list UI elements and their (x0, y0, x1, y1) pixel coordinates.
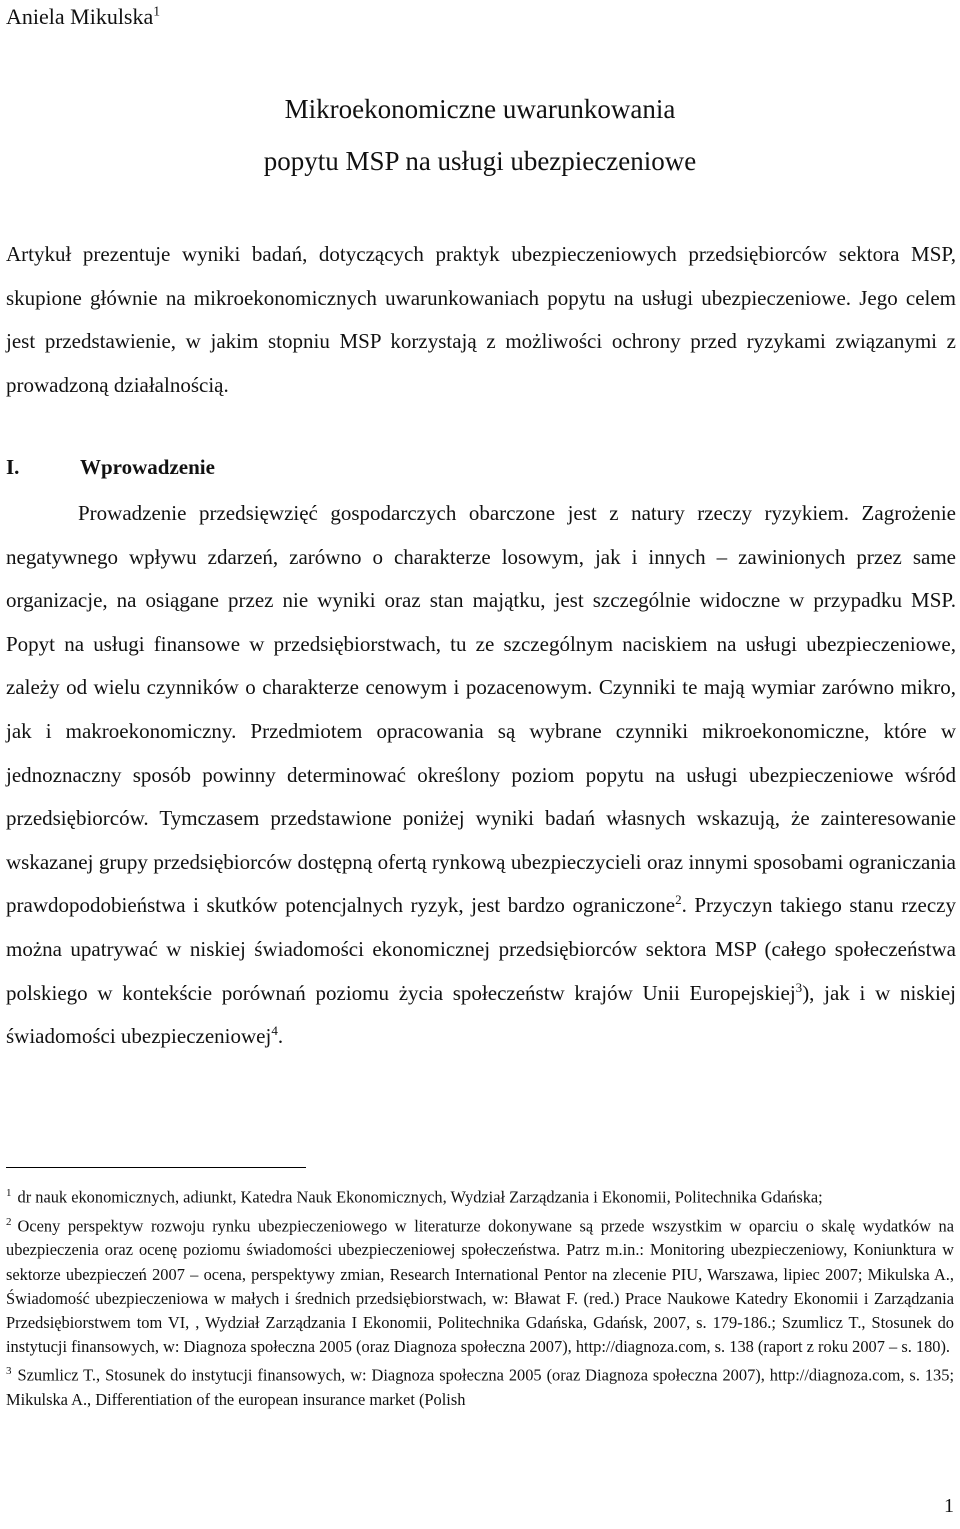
footnote-1 (6, 1181, 954, 1210)
footnote-mark: 2 (6, 1215, 12, 1228)
title-line-1: Mikroekonomiczne uwarunkowania (284, 94, 676, 124)
author-footnote-ref: 1 (153, 3, 161, 19)
author-name-text: Aniela Mikulska (6, 4, 154, 29)
footnote-2 (6, 1210, 954, 1360)
footnote-text: dr nauk ekonomicznych, adiunkt, Katedra Nauk Ekonomicznych, Wydział Zarządzania i Ekonomii, Politechnika Gdańska; (17, 1187, 823, 1207)
body-text-part-1: Prowadzenie przedsięwzięć gospodarczych obarczone jest z natury rzeczy ryzykiem. Zagrożenie negatywnego wpływu zdarzeń, zarówno o charakterze losowym, jak i innych – zawinionych przez same organizacje, na osiągane przez nie wyniki oraz stan majątku, jest szczególnie widoczne w przypadku MSP. Popyt na usługi finansowe w przedsiębiorstwach, tu ze szczególnym naciskiem na usługi ubezpieczeniowe, zależy od wielu czynników o charakterze cenowym i pozacenowym. Czynniki te mają wymiar zarówno mikro, jak i makroekonomiczny. Przedmiotem opracowania są wybrane czynniki mikroekonomiczne, które w jednoznaczny sposób powinny determinować określony poziom popytu na usługi ubezpieczeniowe wśród przedsiębiorców. Tymczasem przedstawione poniżej wyniki badań własnych wskazują, że zainteresowanie wskazanej grupy przedsiębiorców dostępną ofertą rynkową ubezpieczycieli oraz innymi sposobami ograniczania prawdopodobieństwa i skutków potencjalnych ryzyk, jest bardzo ograniczone (6, 501, 956, 918)
footnote-ref-4: 4 (271, 1023, 278, 1039)
section-number: I. (6, 455, 20, 479)
abstract-paragraph: Artykuł prezentuje wyniki badań, dotyczących praktyk ubezpieczeniowych przedsiębiorców sektora MSP, skupione głównie na mikroekonomicznych uwarunkowaniach popytu na usługi ubezpieczeniowe. Jego celem jest przedstawienie, w jakim stopniu MSP korzystają z możliwości ochrony przed ryzykami związanymi z prowadzoną działalnością. (6, 242, 956, 397)
page-number: 1 (944, 1495, 954, 1517)
body-text-part-3: ), jak i w niskiej świadomości ubezpieczeniowej (6, 980, 956, 1049)
footnote-ref-3: 3 (795, 979, 803, 995)
document-title (0, 83, 960, 187)
body-text-part-4: . (277, 1024, 284, 1049)
section-body-paragraph (6, 492, 956, 1059)
footnote-mark: 3 (6, 1365, 12, 1378)
author-name (6, 2, 160, 32)
footnote-ref-2: 2 (675, 892, 682, 908)
body-text-part-2: . Przyczyn takiego stanu rzeczy można upatrywać w niskiej świadomości ekonomicznej przedsiębiorców sektora MSP (całego społeczeństwa polskiego w kontekście porównań poziomu życia społeczeństw krajów Unii Europejskiej (6, 893, 956, 1005)
footnote-mark: 1 (6, 1187, 12, 1199)
footnote-text: Szumlicz T., Stosunek do instytucji finansowych, w: Diagnoza społeczna 2005 (oraz Diagnoza społeczna 2007), http://diagnoza.com, s. 135; Mikulska A., Differentiation of the european insurance market (Polish (6, 1365, 954, 1410)
footnote-separator (6, 1167, 306, 1168)
section-heading-text: Wprowadzenie (80, 455, 215, 479)
footnote-text: Oceny perspektyw rozwoju rynku ubezpieczeniowego w literaturze dokonywane są przede wszystkim w oparciu o skalę wydatków na ubezpieczenia oraz ocenę poziomu świadomości ubezpieczeniowej społeczeństwa. Patrz m.in.: Monitoring ubezpieczeniowy, Koniunktura w sektorze ubezpieczeń 2007 – ocena, perspektywy zmian, Research International Pentor na zlecenie PIU, Warszawa, lipiec 2007; Mikulska A., Świadomość ubezpieczeniowa w małych i średnich przedsiębiorstwach, w: Bławat F. (red.) Prace Naukowe Katedry Ekonomii i Zarządzania Przedsiębiorstwem tom VI, , Wydział Zarządzania I Ekonomii, Politechnika Gdańska, Gdańsk, 2007, s. 179-186.; Szumlicz T., Stosunek do instytucji finansowych, w: Diagnoza społeczna 2005 (oraz Diagnoza społeczna 2007), http://diagnoza.com, s. 138 (raport z roku 2007 – s. 180). (6, 1216, 954, 1357)
section-heading (6, 451, 215, 483)
title-line-2: popytu MSP na usługi ubezpieczeniowe (263, 146, 697, 176)
footnotes (6, 1181, 954, 1412)
footnote-3 (6, 1359, 954, 1412)
